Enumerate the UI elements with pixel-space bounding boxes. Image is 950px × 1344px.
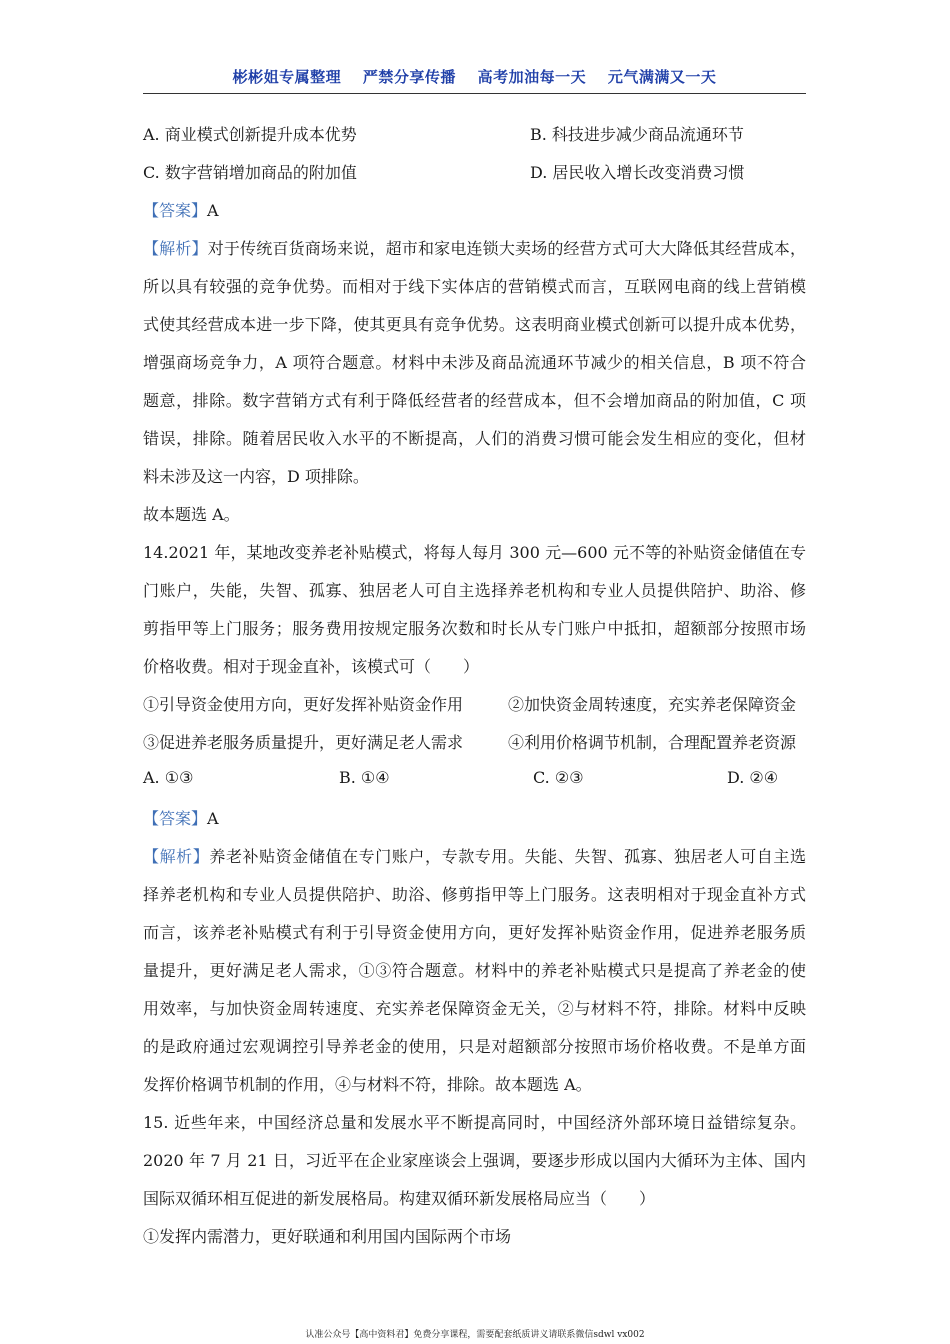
q15-stem-line: 2020 年 7 月 21 日，习近平在企业家座谈会上强调，要逐步形成以国内大循环为主体、国内 <box>143 1151 806 1170</box>
q14-analysis-line: 量提升，更好满足老人需求，①③符合题意。材料中的养老补贴模式只是提高了养老金的使 <box>143 961 806 980</box>
q14-item-4: ④利用价格调节机制，合理配置养老资源 <box>508 733 797 752</box>
q14-analysis-line: 发挥价格调节机制的作用，④与材料不符，排除。故本题选 A。 <box>143 1075 592 1094</box>
q13-analysis-line: 料未涉及这一内容，D 项排除。 <box>143 467 369 486</box>
q14-choice-d: D. ②④ <box>727 768 779 787</box>
q14-stem-line: 剪指甲等上门服务；服务费用按规定服务次数和时长从专门账户中抵扣，超额部分按照市场 <box>143 619 806 638</box>
q13-analysis-line <box>143 236 806 259</box>
analysis-tag: 【解析】 <box>143 239 208 258</box>
analysis-text: 对于传统百货商场来说，超市和家电连锁大卖场的经营方式可大大降低其经营成本， <box>207 239 806 258</box>
header-segment: 彬彬姐专属整理 <box>232 68 342 86</box>
header-segment: 严禁分享传播 <box>362 68 456 86</box>
q13-option-d: D. 居民收入增长改变消费习惯 <box>530 163 745 182</box>
page-header <box>143 66 806 87</box>
q14-item-1: ①引导资金使用方向，更好发挥补贴资金作用 <box>143 695 464 714</box>
q13-option-b: B. 科技进步减少商品流通环节 <box>530 125 744 144</box>
q13-analysis-line: 题意，排除。数字营销方式有利于降低经营者的经营成本，但不会增加商品的附加值，C 项 <box>143 391 806 410</box>
q14-choice-b: B. ①④ <box>339 768 390 787</box>
q14-stem-line: 14.2021 年，某地改变养老补贴模式，将每人每月 300 元—600 元不等的补贴资金储值在专 <box>143 543 806 562</box>
q13-option-a: A. 商业模式创新提升成本优势 <box>143 125 357 144</box>
header-segment: 元气满满又一天 <box>607 68 717 86</box>
answer-value: A <box>207 809 219 828</box>
analysis-tag: 【解析】 <box>143 847 210 866</box>
q14-stem-line: 门账户，失能，失智、孤寡、独居老人可自主选择养老机构和专业人员提供陪护、助浴、修 <box>143 581 806 600</box>
q14-stem-line: 价格收费。相对于现金直补，该模式可（ ） <box>143 657 480 676</box>
q14-analysis-line <box>143 844 806 867</box>
q14-analysis-line: 而言，该养老补贴模式有利于引导资金使用方向，更好发挥补贴资金作用，促进养老服务质 <box>143 923 806 942</box>
analysis-text: 养老补贴资金储值在专门账户，专款专用。失能、失智、孤寡、独居老人可自主选 <box>209 847 806 866</box>
q15-stem-line: 国际双循环相互促进的新发展格局。构建双循环新发展格局应当（ ） <box>143 1189 656 1208</box>
q13-analysis-line: 增强商场竞争力，A 项符合题意。材料中未涉及商品流通环节减少的相关信息，B 项不符合 <box>143 353 806 372</box>
answer-tag: 【答案】 <box>143 201 208 220</box>
q14-analysis-line: 的是政府通过宏观调控引导养老金的使用，只是对超额部分按照市场价格收费。不是单方面 <box>143 1037 806 1056</box>
q13-analysis-line: 所以具有较强的竞争优势。而相对于线下实体店的营销模式而言，互联网电商的线上营销模 <box>143 277 806 296</box>
q14-answer <box>143 806 219 829</box>
q14-analysis-line: 择养老机构和专业人员提供陪护、助浴、修剪指甲等上门服务。这表明相对于现金直补方式 <box>143 885 806 904</box>
q15-stem-line: 15. 近些年来，中国经济总量和发展水平不断提高同时，中国经济外部环境日益错综复杂。 <box>143 1113 806 1132</box>
answer-tag: 【答案】 <box>143 809 208 828</box>
page-footer: 认准公众号【高中资料君】免费分享课程，需要配套纸质讲义请联系微信sdwl vx002 <box>305 1330 645 1340</box>
q13-conclusion: 故本题选 A。 <box>143 505 240 524</box>
q14-item-3: ③促进养老服务质量提升，更好满足老人需求 <box>143 733 464 752</box>
q15-item-1: ①发挥内需潜力，更好联通和利用国内国际两个市场 <box>143 1227 512 1246</box>
q14-choice-c: C. ②③ <box>533 768 584 787</box>
q13-option-c: C. 数字营销增加商品的附加值 <box>143 163 357 182</box>
q13-analysis-line: 式使其经营成本进一步下降，使其更具有竞争优势。这表明商业模式创新可以提升成本优势， <box>143 315 806 334</box>
q14-item-2: ②加快资金周转速度，充实养老保障资金 <box>508 695 797 714</box>
q14-analysis-line: 用效率，与加快资金周转速度、充实养老保障资金无关，②与材料不符，排除。材料中反映 <box>143 999 806 1018</box>
q13-answer <box>143 198 219 221</box>
answer-value: A <box>207 201 219 220</box>
header-rule <box>143 93 806 94</box>
q13-analysis-line: 错误，排除。随着居民收入水平的不断提高，人们的消费习惯可能会发生相应的变化，但材 <box>143 429 806 448</box>
q14-choice-a: A. ①③ <box>143 768 194 787</box>
header-segment: 高考加油每一天 <box>477 68 587 86</box>
